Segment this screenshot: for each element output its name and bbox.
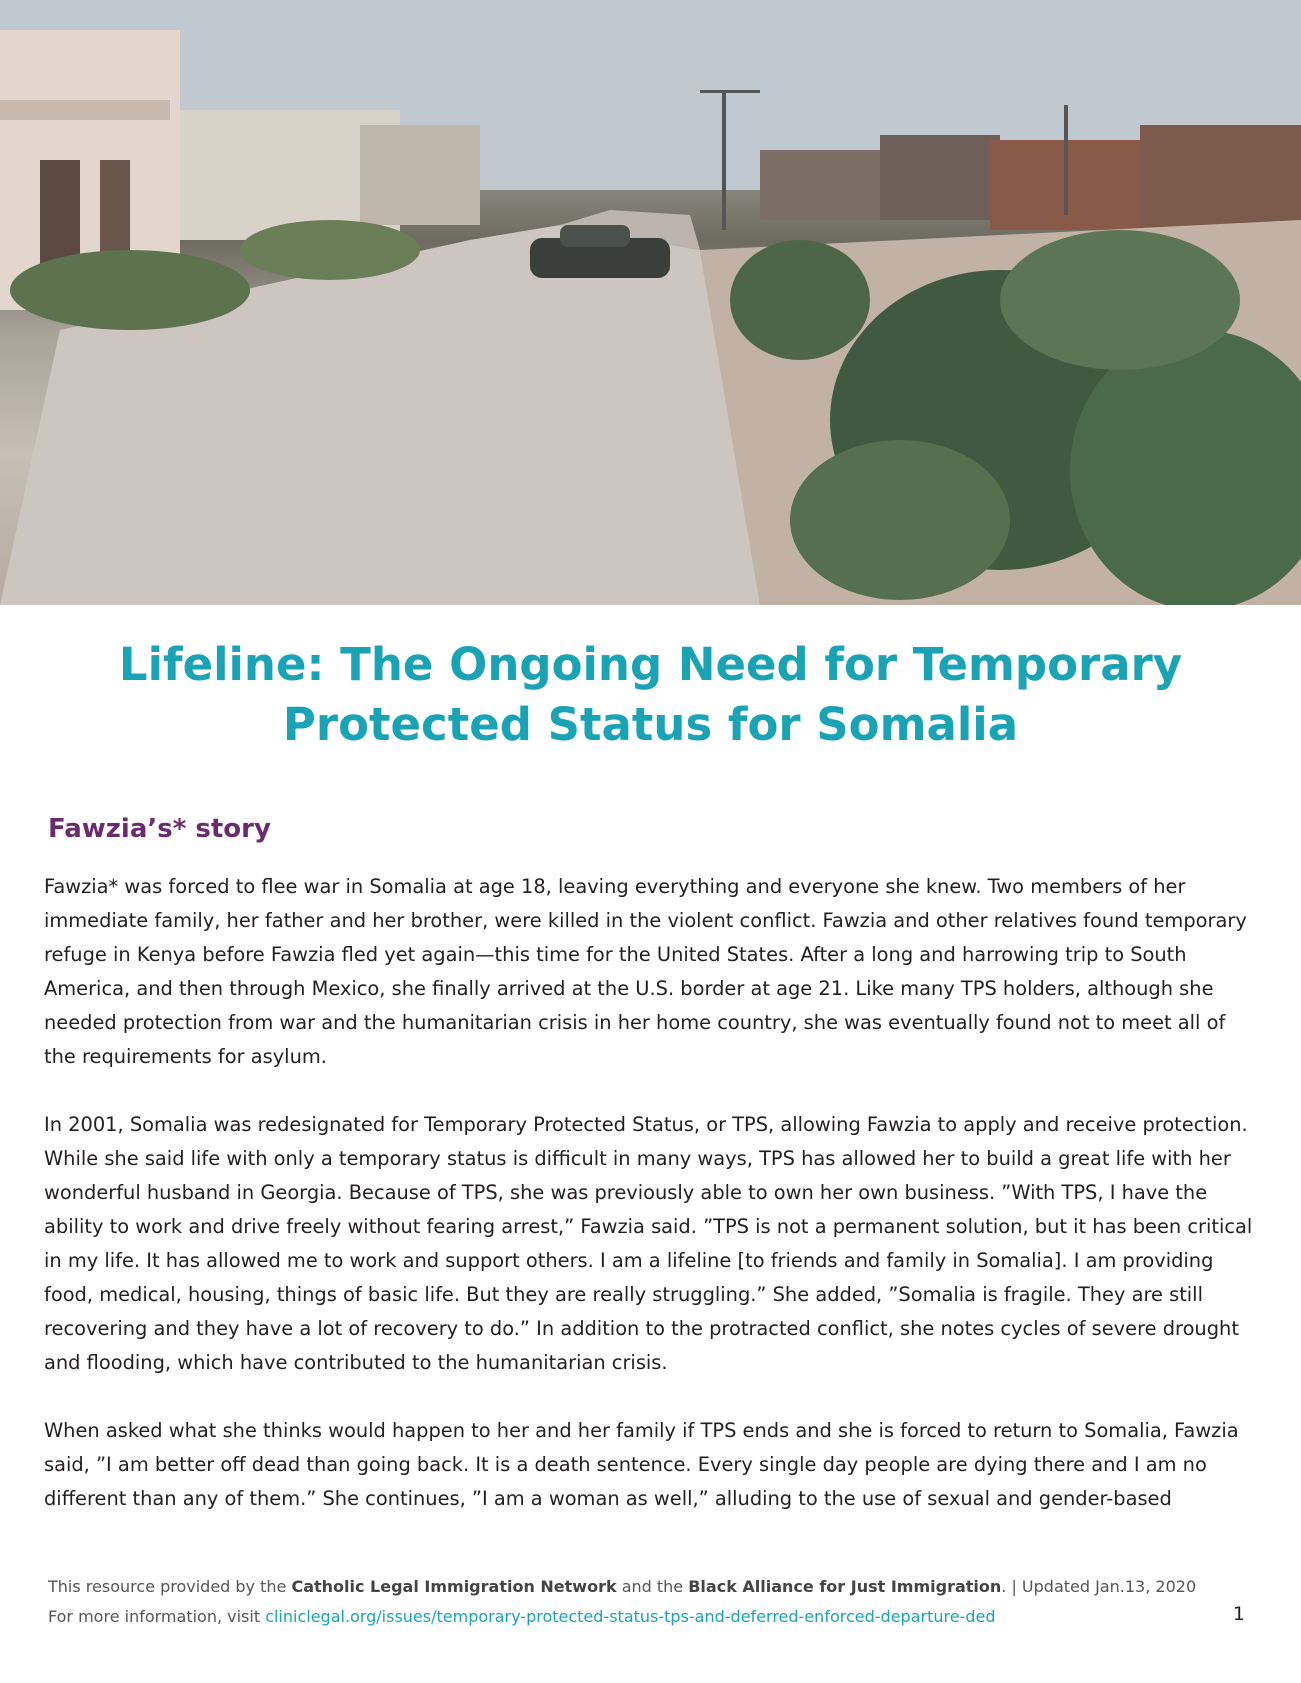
page-number: 1 — [1232, 1603, 1245, 1625]
footer-credit-prefix: This resource provided by the — [48, 1577, 292, 1596]
story-heading: Fawzia’s* story — [48, 814, 271, 844]
footer-org-clinic: Catholic Legal Immigration Network — [291, 1577, 617, 1596]
footer-updated: . | Updated Jan.13, 2020 — [1001, 1577, 1197, 1596]
story-paragraph-1: Fawzia* was forced to flee war in Somalia at age 18, leaving everything and everyone she knew. Two members of her immediate family, her father and her brother, were killed in the violent conflict. Fawzia and other relatives found temporary refuge in Kenya before Fawzia fled yet again—this time for the United States. After a long and harrowing trip to South America, and then through Mexico, she finally arrived at the U.S. border at age 21. Like many TPS holders, although she needed protection from war and the humanitarian crisis in her home country, she was eventually found not to meet all of the requirements for asylum. — [44, 875, 1247, 1068]
story-paragraph-2: In 2001, Somalia was redesignated for Temporary Protected Status, or TPS, allowing Fawzia to apply and receive protection. While she said life with only a temporary status is difficult in many ways, TPS has allowed her to build a great life with her wonderful husband in Georgia. Because of TPS, she was previously able to own her own business. ”With TPS, I have the ability to work and drive freely without fearing arrest,” Fawzia said. ”TPS is not a permanent solution, but it has been critical in my life. It has allowed me to work and support others. I am a lifeline [to friends and family in Somalia]. I am providing food, medical, housing, things of basic life. But they are really struggling.” She added, ”Somalia is fragile. They are still recovering and they have a lot of recovery to do.” In addition to the protracted conflict, she notes cycles of severe drought and flooding, which have contributed to the humanitarian crisis. — [44, 1113, 1253, 1374]
footer — [48, 1572, 1263, 1632]
story-paragraph-3: When asked what she thinks would happen to her and her family if TPS ends and she is forced to return to Somalia, Fawzia said, ”I am better off dead than going back. It is a death sentence. Every single day people are dying there and I am no different than any of them.” She continues, ”I am a woman as well,” alluding to the use of sexual and gender-based — [44, 1419, 1239, 1510]
story-body — [44, 870, 1254, 1550]
footer-link[interactable]: cliniclegal.org/issues/temporary-protected-status-tps-and-deferred-enforced-departure-ded — [265, 1607, 996, 1626]
footer-info-line — [48, 1602, 1263, 1632]
page-title-line-1: Lifeline: The Ongoing Need for Temporary — [118, 638, 1183, 691]
footer-info-prefix: For more information, visit — [48, 1607, 266, 1626]
footer-credit-line — [48, 1572, 1263, 1602]
footer-credit-mid: and the — [616, 1577, 689, 1596]
hero-photo-illustration — [0, 0, 1301, 605]
hero-photo — [0, 0, 1301, 605]
page-title-line-2: Protected Status for Somalia — [282, 698, 1019, 751]
page-title — [60, 635, 1241, 755]
footer-org-baji: Black Alliance for Just Immigration — [688, 1577, 1002, 1596]
